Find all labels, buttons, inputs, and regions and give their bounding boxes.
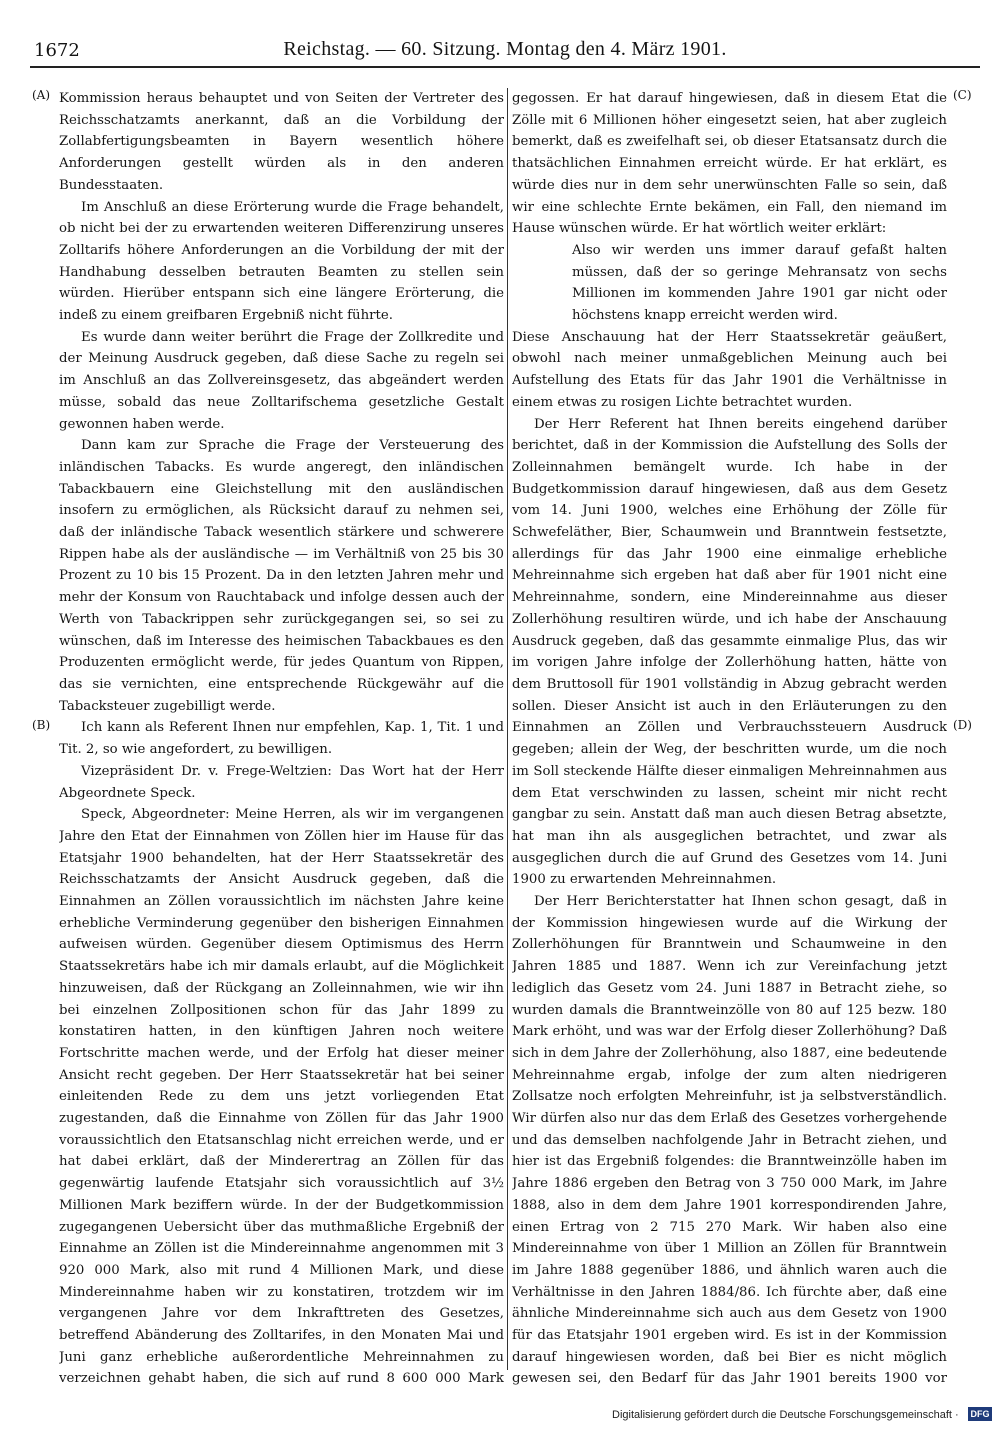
right-column bbox=[512, 88, 947, 1388]
paragraph: gegossen. Er hat darauf hingewiesen, daß in diesem Etat die Zölle mit 6 Millionen höher eingesetzt seien, hat aber zugleich bemerkt, daß es zweifelhaft sei, ob dieser Etatsansatz durch die thatsächlichen Einnahmen erreicht würde. Er hat erklärt, es würde dies nur in dem sehr unerwünschten Falle so sein, daß wir eine schlechte Ernte bekämen, ein Fall, den niemand im Hause wünschen würde. Er hat wörtlich weiter erklärt: bbox=[512, 91, 947, 237]
page-number: 1672 bbox=[34, 40, 80, 61]
column-divider bbox=[507, 88, 508, 1370]
block-quote: Also wir werden uns immer darauf gefaßt halten müssen, daß der so geringe Mehransatz von sechs Millionen im kommenden Jahre 1901 gar nicht oder höchstens knapp erreicht werden wird. bbox=[572, 242, 947, 324]
paragraph: Ich kann als Referent Ihnen nur empfehlen, Kap. 1, Tit. 1 und Tit. 2, so wie angefordert, zu bewilligen. bbox=[59, 720, 504, 758]
paragraph: Der Herr Referent hat Ihnen bereits eingehend darüber berichtet, daß in der Kommission die Aufstellung des Solls der Zolleinnahmen bemängelt wurde. Ich habe in der Budgetkommission darauf hingewiesen, daß aus dem Gesetz vom 14. Juni 1900, welches eine Erhöhung der Zölle für Schwefeläther, Bier, Schaumwein und Branntwein festsetzte, allerdings für das Jahr 1900 eine einmalige erhebliche Mehreinnahme sich ergeben hat daß aber für 1901 nicht eine Mehreinnahme, sondern, eine Mindereinnahme aus dieser Zollerhöhung resultiren würde, und ich habe der Anschauung Ausdruck gegeben, daß das gesammte einmalige Plus, das wir im vorigen Jahre infolge der Zollerhöhung hatten, hätte von dem Bruttosoll für 1901 vollständig in Abzug gebracht werden sollen. Dieser Ansicht ist auch in den Erläuterungen zu den Einnahmen an Zöllen und Verbrauchssteuern Ausdruck gegeben; allein der Weg, der beschritten wurde, um die noch im Soll steckende Hälfte dieser einmaligen Mehreinnahmen aus dem Etat verschwinden zu lassen, scheint mir nicht recht gangbar zu sein. Anstatt daß man auch diesen Betrag absetzte, hat man ihn als ausgeglichen betrachtet, und zwar als ausgeglichen durch die auf Grund des Gesetzes vom 14. Juni 1900 zu erwartenden Mehreinnahmen. bbox=[512, 416, 947, 888]
left-column bbox=[59, 88, 504, 1388]
margin-marker-c: (C) bbox=[953, 88, 972, 102]
margin-marker-b: (B) bbox=[32, 718, 51, 732]
running-title: Reichstag. — 60. Sitzung. Montag den 4. März 1901. bbox=[283, 38, 727, 60]
paragraph: Der Herr Berichterstatter hat Ihnen schon gesagt, daß in der Kommission hingewiesen wurde auf die Wirkung der Zollerhöhungen für Branntwein und Schaumweine in den Jahren 1885 und 1887. Wenn ich zur Vereinfachung jetzt lediglich das Gesetz vom 24. Juni 1887 in Betracht ziehe, so wurden damals die Branntweinzölle von 80 auf 125 bezw. 180 Mark erhöht, und was war der Erfolg dieser Zollerhöhung? Daß sich in dem Jahre der Zollerhöhung, also 1887, eine bedeutende Mehreinnahme ergab, infolge der zum alten niedrigeren Zollsatze noch erfolgten Mehreinfuhr, ist ja selbstverständlich. Wir dürfen also nur das dem Erlaß des Gesetzes vorhergehende und das demselben nachfolgende Jahr in Betracht ziehen, und hier ist das Ergebniß folgendes: die Branntweinzölle haben im Jahre 1886 ergeben den Betrag von 3 750 000 Mark, im Jahre 1888, also in dem dem Jahre 1901 korrespondirenden Jahre, einen Ertrag von 2 715 270 Mark. Wir haben also eine Mindereinnahme von über 1 Million an Zöllen für Branntwein im Jahre 1888 gegenüber 1886, und ähnlich waren auch die Verhältnisse in den Jahren 1884/86. Ich fürchte aber, daß eine ähnliche Mindereinnahme sich auch aus dem Gesetz von 1900 für das Etatsjahr 1901 ergeben wird. Es ist in der Kommission darauf hingewiesen worden, daß bei Bier es nicht möglich gewesen sei, den Bedarf für das Jahr 1901 bereits 1900 vor bbox=[512, 894, 947, 1387]
speech-paragraph: Speck, Abgeordneter: Meine Herren, als wir im vergangenen Jahre den Etat der Einnahmen von Zöllen hier im Hause für das Etatsjahr 1900 behandelten, hat der Herr Staatssekretär des Reichsschatzamts der Ansicht Ausdruck gegeben, daß die Einnahmen an Zöllen voraussichtlich im nächsten Jahre keine erhebliche Verminderung gegenüber den bisherigen Einnahmen aufweisen würden. Gegenüber diesem Optimismus des Herrn Staatssekretärs habe ich mir damals erlaubt, auf die Möglichkeit hinzuweisen, daß der Rückgang an Zolleinnahmen, wie wir ihn bei einzelnen Zollpositionen schon für das Jahr 1899 zu konstatiren hatten, in den künftigen Jahren noch weitere Fortschritte machen werde, und der Erfolg hat dieser meiner Ansicht recht gegeben. Der Herr Staatssekretär hat bei seiner einleitenden Rede zu dem uns jetzt vorliegenden Etat zugestanden, daß die Einnahme von Zöllen für das Jahr 1900 voraussichtlich den Etatsanschlag nicht erreichen werde, und er hat dabei erklärt, daß der Minderertrag an Zöllen für das gegenwärtig laufende Etatsjahr sich voraussichtlich auf 3½ Millionen Mark beziffern würde. In der der Budgetkommission zugegangenen Uebersicht über das muthmaßliche Ergebniß der Einnahme an Zöllen ist die Mindereinnahme angenommen mit 3 920 000 Mark, also mit rund 4 Millionen Mark, und diese Mindereinnahme haben wir zu konstatiren, trotzdem wir im vergangenen Jahre vor dem Inkrafttreten des Gesetzes, betreffend Abänderung des Zolltarifes, in den Monaten Mai und Juni ganz erhebliche außerordentliche Mehreinnahmen zu verzeichnen gehabt haben, die sich auf rund 8 600 000 Mark bbox=[59, 807, 504, 1387]
margin-marker-d: (D) bbox=[953, 718, 972, 732]
margin-marker-a: (A) bbox=[32, 88, 51, 102]
dfg-logo: DFG bbox=[968, 1407, 992, 1421]
paragraph: Diese Anschauung hat der Herr Staatssekretär geäußert, obwohl nach meiner unmaßgeblichen Meinung auch bei Aufstellung des Etats für das Jahr 1901 die Verhältnisse in einem etwas zu rosigen Lichte betrachtet wurden. bbox=[512, 329, 947, 410]
paragraph: Dann kam zur Sprache die Frage der Versteuerung des inländischen Tabacks. Es wurde angeregt, den inländischen Tabackbauern eine Gleichstellung mit den ausländischen insofern zu ermöglichen, als Rücksicht darauf zu nehmen sei, daß der inländische Taback wesentlich stärkere und schwerere Rippen habe als der ausländische — im Verhältniß von 25 bis 30 Prozent zu 10 bis 15 Prozent. Da in den letzten Jahren mehr und mehr der Konsum von Rauchtaback und infolge dessen auch der Werth von Tabackrippen sehr zurückgegangen sei, so sei zu wünschen, daß im Interesse des heimischen Tabackbaues es den Produzenten ermöglicht werde, für jedes Quantum von Rippen, das sie vernichten, eine entsprechende Rückgewähr auf die Tabacksteuer zugebilligt werde. bbox=[59, 438, 504, 714]
speaker-paragraph: Vizepräsident Dr. v. Frege-Weltzien: Das Wort hat der Herr Abgeordnete Speck. bbox=[59, 763, 504, 801]
paragraph: Es wurde dann weiter berührt die Frage der Zollkredite und der Meinung Ausdruck gegeben, daß diese Sache zu regeln sei im Anschluß an das Zollvereinsgesetz, das abgeändert werden müsse, sobald das neue Zolltarifschema gesetzliche Gestalt gewonnen haben werde. bbox=[59, 329, 504, 432]
digitization-credit: Digitalisierung gefördert durch die Deutsche Forschungsgemeinschaft · bbox=[612, 1409, 959, 1421]
paragraph: Kommission heraus behauptet und von Seiten der Vertreter des Reichsschatzamts anerkannt, daß an die Vorbildung der Zollabfertigungsbeamten in Bayern wesentlich höhere Anforderungen gestellt würden als in den anderen Bundesstaaten. bbox=[59, 91, 504, 193]
running-header bbox=[30, 36, 980, 68]
paragraph: Im Anschluß an diese Erörterung wurde die Frage behandelt, ob nicht bei der zu erwartenden weiteren Differenzirung unseres Zolltarifs höhere Anforderungen an die Vorbildung der mit der Handhabung desselben betrauten Beamten zu stellen sein würden. Hierüber entspann sich eine längere Erörterung, die indeß zu einem greifbaren Ergebniß nicht führte. bbox=[59, 199, 504, 324]
